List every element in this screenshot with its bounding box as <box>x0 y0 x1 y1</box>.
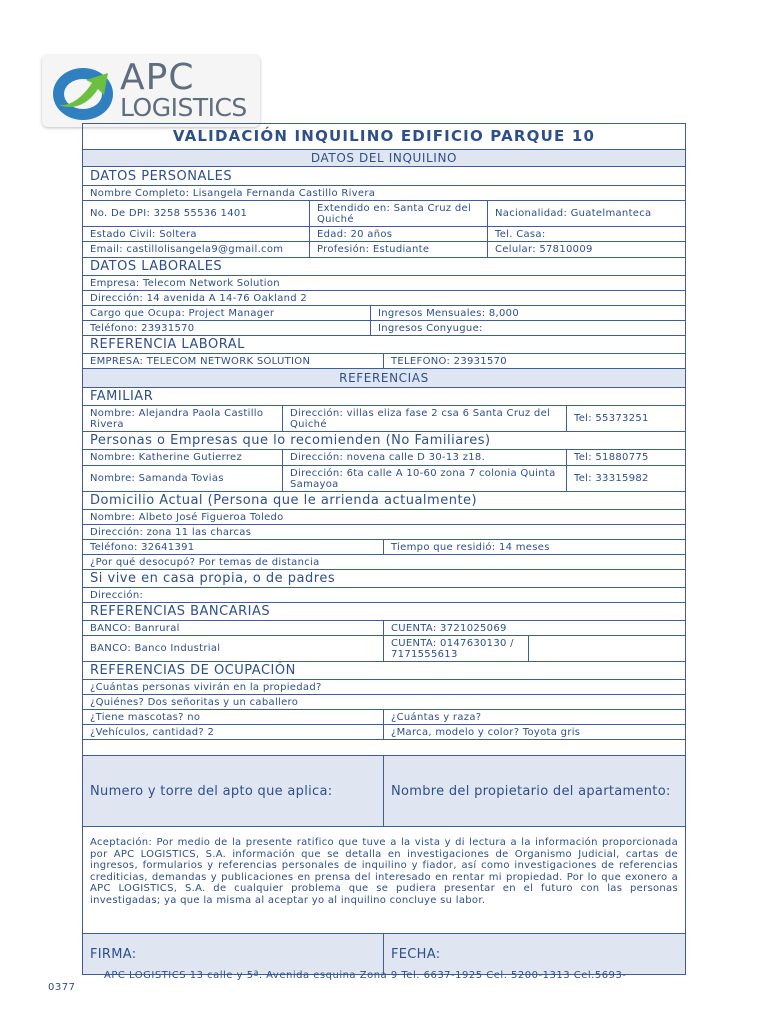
section-familiar: FAMILIAR <box>90 389 154 404</box>
empty-row <box>83 740 685 755</box>
field-empresa: Empresa: Telecom Network Solution <box>90 277 280 289</box>
field-ref1-tel: Tel: 51880775 <box>574 452 649 463</box>
field-email: Email: castillolisangela9@gmail.com <box>83 242 310 257</box>
field-arrendador-nombre: Nombre: Albeto José Figueroa Toledo <box>90 511 284 523</box>
field-ref-telefono: TELEFONO: 23931570 <box>391 355 507 367</box>
field-familiar-nombre: Nombre: Alejandra Paola Castillo Rivera <box>83 406 283 431</box>
field-banco1: BANCO: Banrural <box>83 621 384 635</box>
field-familiar-direccion: Dirección: villas eliza fase 2 csa 6 Santa Cruz del Quiché <box>283 406 567 431</box>
field-ref1-nombre: Nombre: Katherine Gutierrez <box>83 450 283 465</box>
field-ingresos: Ingresos Mensuales: 8,000 <box>378 307 520 319</box>
section-datos-personales: DATOS PERSONALES <box>90 168 233 184</box>
empty-cell <box>529 636 685 661</box>
field-estado-civil: Estado Civil: Soltera <box>83 227 310 241</box>
field-casa-direccion: Dirección: <box>90 589 144 601</box>
section-ocupacion: REFERENCIAS DE OCUPACIÓN <box>90 663 296 678</box>
acceptance-paragraph: Aceptación: Por medio de la presente ratifico que tuve a la vista y di lectura a la información proporcionada por APC LOGISTICS, S.A. información que se detalla en investigaciones de Organismo Judicial, cartas de ingresos, formularios y referencias personales de inquilino y fiador, así como investigaciones de referencias crediticias, demandas y publicaciones en prensa del interesado en rentar mi propiedad. Por lo que exonero a APC LOGISTICS, S.A. de cualquier problema que se pudiera presentar en el futuro con las personas investigadas; ya que la misma al aceptar yo al inquilino concluye su labor. <box>90 837 678 906</box>
page-footer <box>0 964 768 994</box>
field-porque-desocupo: ¿Por qué desocupó? Por temas de distancia <box>90 556 320 568</box>
field-profesion: Profesión: Estudiante <box>310 242 488 257</box>
logo-arrow-icon <box>50 61 118 123</box>
field-nacionalidad: Nacionalidad: Guatelmanteca <box>495 208 652 219</box>
field-dpi: No. De DPI: 3258 55536 1401 <box>83 201 310 226</box>
form-title: VALIDACIÓN INQUILINO EDIFICIO PARQUE 10 <box>172 127 596 145</box>
section-bancarias: REFERENCIAS BANCARIAS <box>90 604 271 619</box>
field-nombre-propietario: Nombre del propietario del apartamento: <box>384 756 685 826</box>
field-arrendador-direccion: Dirección: zona 11 las charcas <box>90 526 252 538</box>
field-cuantas-personas: ¿Cuántas personas vivirán en la propiedad? <box>90 681 322 693</box>
field-vehiculos: ¿Vehículos, cantidad? 2 <box>83 725 384 739</box>
field-tiempo-residio: Tiempo que residió: 14 meses <box>391 541 550 553</box>
field-ingresos-conyugue: Ingresos Conyugue: <box>378 322 483 334</box>
company-logo <box>42 55 260 127</box>
logo-text-apc: APC <box>120 57 195 98</box>
field-firma: FIRMA: <box>83 934 384 974</box>
field-ref2-tel: Tel: 33315982 <box>574 473 649 484</box>
field-telefono-laboral: Teléfono: 23931570 <box>83 321 371 335</box>
field-familiar-tel: Tel: 55373251 <box>574 413 649 424</box>
field-ref1-direccion: Dirección: novena calle D 30-13 z18. <box>283 450 567 465</box>
field-cargo: Cargo que Ocupa: Project Manager <box>83 306 371 320</box>
field-mascotas: ¿Tiene mascotas? no <box>83 710 384 724</box>
section-band-referencias: REFERENCIAS <box>83 369 685 387</box>
field-ref2-nombre: Nombre: Samanda Tovias <box>83 466 283 491</box>
field-marca: ¿Marca, modelo y color? Toyota gris <box>391 726 581 738</box>
field-numero-apto: Numero y torre del apto que aplica: <box>83 756 384 826</box>
field-celular: Celular: 57810009 <box>495 244 593 255</box>
field-quienes: ¿Quiénes? Dos señoritas y un caballero <box>90 696 299 708</box>
field-ref2-direccion: Dirección: 6ta calle A 10-60 zona 7 colonia Quinta Samayoa <box>283 466 567 491</box>
section-band-inquilino: DATOS DEL INQUILINO <box>83 150 685 166</box>
field-raza: ¿Cuántas y raza? <box>391 711 482 723</box>
field-fecha: FECHA: <box>384 934 685 974</box>
validation-form <box>82 123 686 975</box>
section-domicilio: Domicilio Actual (Persona que le arrienda actualmente) <box>90 493 478 508</box>
field-edad: Edad: 20 años <box>310 227 488 241</box>
field-tel-casa: Tel. Casa: <box>495 228 546 240</box>
logo-text-logistics: LOGISTICS <box>120 93 247 122</box>
field-cuenta1: CUENTA: 3721025069 <box>391 622 507 634</box>
field-ref-empresa: EMPRESA: TELECOM NETWORK SOLUTION <box>83 354 384 368</box>
field-direccion-laboral: Dirección: 14 avenida A 14-76 Oakland 2 <box>90 292 308 304</box>
field-arrendador-telefono: Teléfono: 32641391 <box>83 540 384 554</box>
field-nombre-completo: Nombre Completo: Lisangela Fernanda Castillo Rivera <box>90 187 376 199</box>
field-extendido: Extendido en: Santa Cruz del Quiché <box>310 201 488 226</box>
footer-address-line: APC LOGISTICS 13 calle y 5ª. Avenida esquina Zona 9 Tel. 6637-1925 Cel. 5200-1313 Cel.5693- <box>104 970 627 981</box>
field-cuenta2: CUENTA: 0147630130 / 7171555613 <box>384 636 529 661</box>
section-datos-laborales: DATOS LABORALES <box>90 259 223 274</box>
field-banco2: BANCO: Banco Industrial <box>83 636 384 661</box>
footer-phone-continuation: 0377 <box>48 982 76 993</box>
section-referencia-laboral: REFERENCIA LABORAL <box>90 337 245 352</box>
section-casa-propia: Si vive en casa propia, o de padres <box>90 571 336 586</box>
section-no-familiares: Personas o Empresas que lo recomienden (No Familiares) <box>90 433 491 448</box>
